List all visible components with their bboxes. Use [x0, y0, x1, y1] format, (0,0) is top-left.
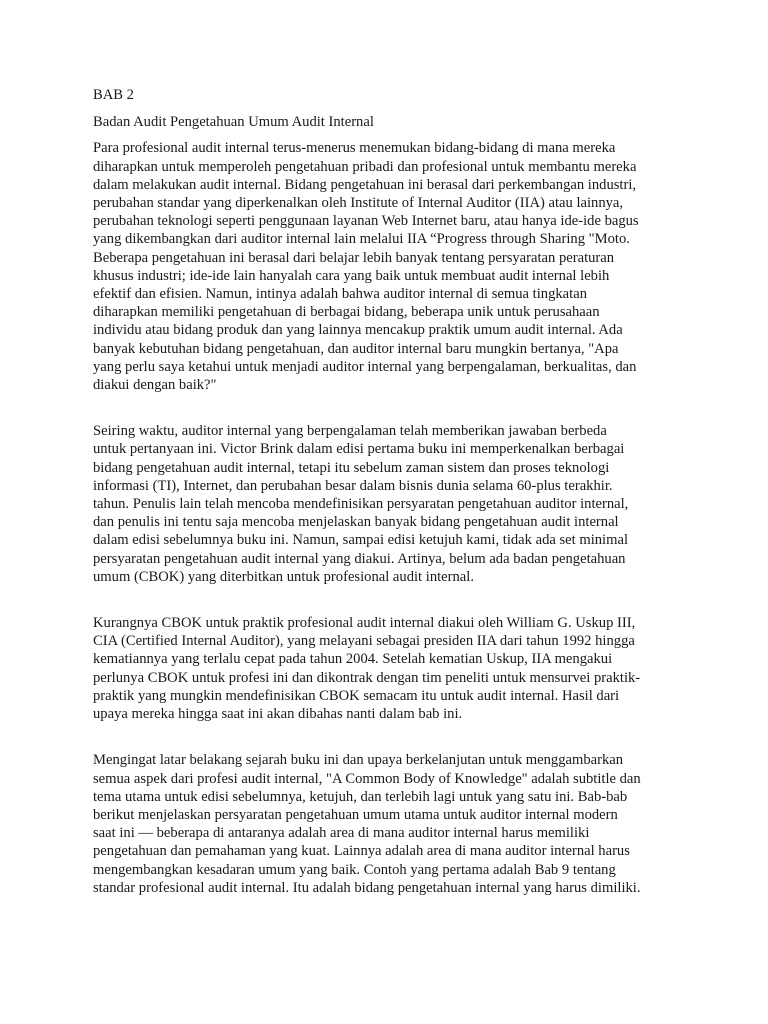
paragraph-line: dalam melakukan audit internal. Bidang pengetahuan ini berasal dari perkembangan industri, [93, 176, 637, 193]
paragraph-4 [93, 751, 683, 897]
paragraph-line: perubahan standar yang diperkenalkan oleh Institute of Internal Auditor (IIA) atau lainnya, [93, 195, 624, 212]
paragraph-line: bidang pengetahuan audit internal, tetapi itu sebelum zaman sistem dan proses teknologi [93, 459, 610, 476]
paragraph-line: yang dikembangkan dari auditor internal lain melalui IIA “Progress through Sharing "Moto. [93, 231, 630, 248]
paragraph-line: untuk pertanyaan ini. Victor Brink dalam edisi pertama buku ini memperkenalkan berbagai [93, 441, 625, 458]
paragraph-line: saat ini — beberapa di antaranya adalah area di mana auditor internal harus memiliki [93, 825, 590, 842]
paragraph-line: perlunya CBOK untuk profesi ini dan dikontrak dengan tim peneliti untuk mensurvei praktik- [93, 669, 641, 686]
paragraph-line: semua aspek dari profesi audit internal, "A Common Body of Knowledge" adalah subtitle dan [93, 770, 641, 787]
paragraph-line: efektif dan efisien. Namun, intinya adalah bahwa auditor internal di semua tingkatan [93, 286, 587, 303]
paragraph-3 [93, 614, 683, 723]
paragraph-line: CIA (Certified Internal Auditor), yang melayani sebagai presiden IIA dari tahun 1992 hingga [93, 633, 635, 650]
paragraph-line: informasi (TI), Internet, dan perubahan besar dalam bisnis dunia selama 60-plus terakhir. [93, 477, 613, 494]
paragraph-line: diharapkan untuk memperoleh pengetahuan pribadi dan profesional untuk membantu mereka [93, 158, 637, 175]
paragraph-line: Seiring waktu, auditor internal yang berpengalaman telah memberikan jawaban berbeda [93, 423, 607, 440]
paragraph-line: yang perlu saya ketahui untuk menjadi auditor internal yang berpengalaman, berkualitas, dan [93, 358, 637, 375]
paragraph-line: Kurangnya CBOK untuk praktik profesional audit internal diakui oleh William G. Uskup III, [93, 615, 636, 632]
paragraph-line: kematiannya yang terlalu cepat pada tahun 2004. Setelah kematian Uskup, IIA mengakui [93, 651, 613, 668]
paragraph-line: berikut menjelaskan persyaratan pengetahuan umum utama untuk auditor internal modern [93, 806, 618, 823]
document-title: Badan Audit Pengetahuan Umum Audit Internal [93, 114, 374, 131]
paragraph-1 [93, 139, 683, 394]
paragraph-line: tahun. Penulis lain telah mencoba mendefinisikan persyaratan pengetahuan auditor internal, [93, 496, 629, 513]
paragraph-line: standar profesional audit internal. Itu adalah bidang pengetahuan internal yang harus dimiliki. [93, 879, 641, 896]
paragraph-line: upaya mereka hingga saat ini akan dibahas nanti dalam bab ini. [93, 706, 463, 723]
paragraph-2 [93, 422, 683, 586]
paragraph-line: perubahan teknologi seperti penggunaan layanan Web Internet baru, atau hanya ide-ide bagus [93, 213, 639, 230]
paragraph-line: dalam edisi sebelumnya buku ini. Namun, sampai edisi ketujuh kami, tidak ada set minimal [93, 532, 628, 549]
paragraph-line: praktik yang mungkin mendefinisikan CBOK semacam itu untuk audit internal. Hasil dari [93, 687, 620, 704]
chapter-heading: BAB 2 [93, 87, 134, 103]
paragraph-line: Para profesional audit internal terus-menerus menemukan bidang-bidang di mana mereka [93, 140, 616, 157]
paragraph-line: khusus industri; ide-ide lain hanyalah cara yang baik untuk membuat audit internal lebih [93, 267, 610, 284]
paragraph-line: umum (CBOK) yang diterbitkan untuk profesional audit internal. [93, 568, 474, 585]
paragraph-line: diakui dengan baik?" [93, 377, 217, 394]
paragraph-line: persyaratan pengetahuan audit internal yang diakui. Artinya, belum ada badan pengetahuan [93, 550, 626, 567]
paragraph-line: banyak kebutuhan bidang pengetahuan, dan auditor internal baru mungkin bertanya, "Apa [93, 340, 619, 357]
paragraph-line: pengetahuan dan pemahaman yang kuat. Lainnya adalah area di mana auditor internal harus [93, 843, 630, 860]
paragraph-line: diharapkan memiliki pengetahuan di berbagai bidang, beberapa unik untuk perusahaan [93, 304, 600, 321]
document-page [93, 86, 683, 897]
paragraph-line: individu atau bidang produk dan yang lainnya mencakup praktik umum audit internal. Ada [93, 322, 623, 339]
paragraph-line: dan penulis ini tentu saja mencoba menjelaskan banyak bidang pengetahuan audit internal [93, 514, 619, 531]
paragraph-line: tema utama untuk edisi sebelumnya, ketujuh, dan terlebih lagi untuk yang satu ini. Bab-bab [93, 788, 628, 805]
paragraph-line: Mengingat latar belakang sejarah buku ini dan upaya berkelanjutan untuk menggambarkan [93, 752, 624, 769]
paragraph-line: mengembangkan kesadaran umum yang baik. Contoh yang pertama adalah Bab 9 tentang [93, 861, 616, 878]
paragraph-line: Beberapa pengetahuan ini berasal dari belajar lebih banyak tentang persyaratan peraturan [93, 249, 615, 266]
